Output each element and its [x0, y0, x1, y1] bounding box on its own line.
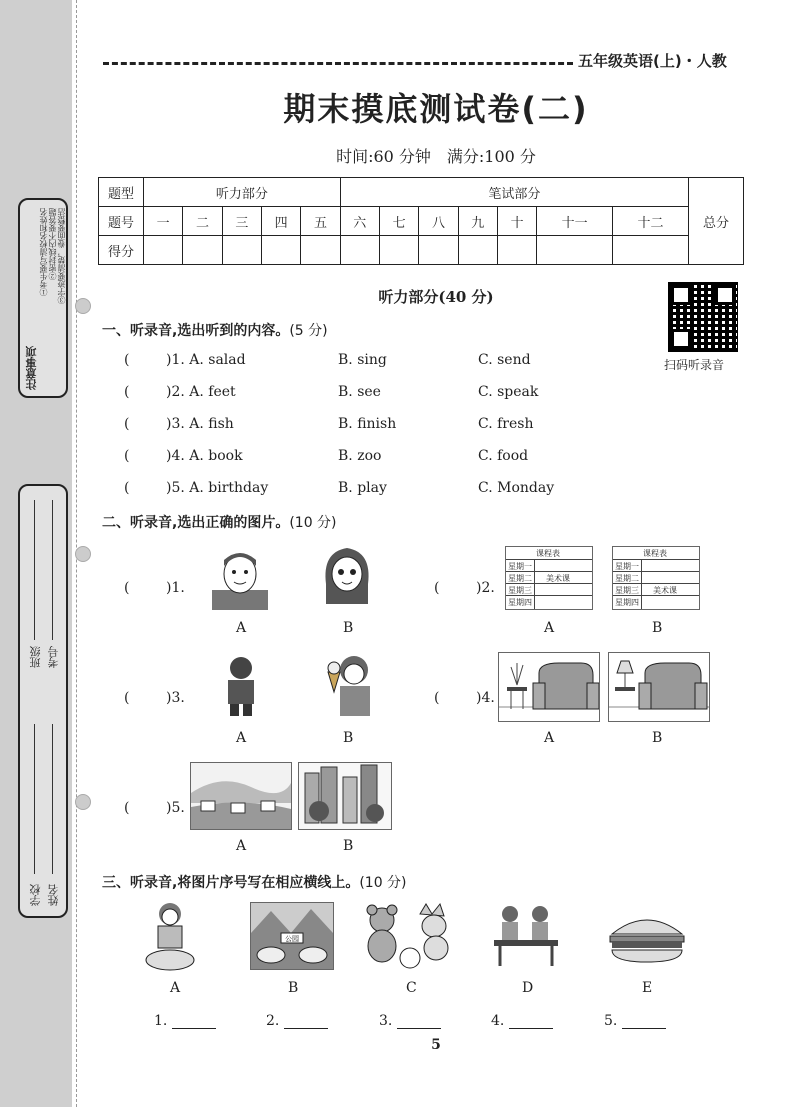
timetable-b: [612, 546, 700, 610]
timetable-day-2: 星期二: [508, 574, 532, 583]
score-cell-12[interactable]: [613, 236, 689, 265]
listening-label: 听力部分: [144, 178, 341, 207]
boy-picture: [208, 546, 272, 610]
answer-blank-5[interactable]: [622, 1014, 666, 1029]
part3-score: (10 分): [359, 875, 407, 891]
score-cell-8[interactable]: [419, 236, 458, 265]
answer-paren[interactable]: (: [124, 800, 130, 816]
timetable-day-1: 星期一: [508, 562, 532, 571]
item-option-a: )2. A. feet: [166, 384, 236, 400]
blank-number-2: 2.: [266, 1013, 280, 1029]
score-cell-1[interactable]: [144, 236, 183, 265]
item-option-c: C. speak: [478, 384, 539, 400]
option-a-label: A: [544, 730, 555, 746]
total-label: 总分: [689, 178, 744, 265]
option-a-label: A: [236, 730, 247, 746]
class-field-line[interactable]: [34, 500, 35, 640]
timetable-day-4: 星期四: [615, 598, 639, 607]
answer-paren[interactable]: (: [124, 416, 130, 432]
part3-title-text: 三、听录音,将图片序号写在相应横线上。: [102, 875, 360, 891]
q-num-7: 七: [379, 207, 418, 236]
score-cell-5[interactable]: [301, 236, 340, 265]
item-option-c: C. send: [478, 352, 531, 368]
score-cell-6[interactable]: [340, 236, 379, 265]
timetable-day-2: 星期二: [615, 574, 639, 583]
timetable-a: [505, 546, 593, 610]
option-b-label: B: [652, 730, 663, 746]
name-field-label: 姓名: [47, 884, 60, 906]
writing-label: 笔试部分: [340, 178, 688, 207]
timetable-header: 课程表: [643, 549, 667, 558]
item-option-a: )3. A. fish: [166, 416, 234, 432]
option-b-label: B: [343, 620, 354, 636]
score-cell-10[interactable]: [497, 236, 536, 265]
girl-picture: [318, 544, 376, 608]
part1-title-text: 一、听录音,选出听到的内容。: [102, 323, 290, 339]
time-info: 时间:60 分钟 满分:100 分: [336, 147, 536, 166]
q5-number: )5.: [166, 800, 185, 816]
page-title: 期末摸底测试卷(二): [283, 90, 589, 128]
item-option-a: )5. A. birthday: [166, 480, 269, 496]
toys-picture: [360, 902, 458, 970]
item-option-c: C. fresh: [478, 416, 534, 432]
item-option-a: )4. A. book: [166, 448, 243, 464]
city-picture: [298, 762, 392, 830]
score-cell-4[interactable]: [261, 236, 300, 265]
answer-paren[interactable]: (: [124, 448, 130, 464]
option-a-label: A: [544, 620, 555, 636]
exam-number-field-label: 考号: [47, 646, 60, 668]
option-b-label: B: [652, 620, 663, 636]
q-num-12: 十二: [613, 207, 689, 236]
part3-title: [102, 872, 407, 892]
score-cell-11[interactable]: [537, 236, 613, 265]
part1-title: [102, 320, 328, 340]
item-option-c: C. Monday: [478, 480, 555, 496]
score-cell-2[interactable]: [183, 236, 222, 265]
page-number: 5: [431, 1037, 441, 1053]
q3-number: )3.: [166, 690, 185, 706]
armchair-with-lamp-picture: [608, 652, 710, 722]
part3-label-c: C: [406, 980, 417, 996]
item-option-b: B. see: [338, 384, 381, 400]
qr-code-icon[interactable]: [668, 282, 738, 352]
q-num-3: 三: [222, 207, 261, 236]
armchair-with-plant-picture: [498, 652, 600, 722]
q4-number: )4.: [476, 690, 495, 706]
park-sign-text: 公园: [285, 935, 299, 943]
q-num-10: 十: [497, 207, 536, 236]
item-option-c: C. food: [478, 448, 529, 464]
answer-paren[interactable]: (: [124, 690, 130, 706]
option-b-label: B: [343, 838, 354, 854]
notice-line-3: ③字迹要清楚，卷面要整洁: [57, 208, 66, 304]
exam-number-field-line[interactable]: [52, 500, 53, 640]
q-num-1: 一: [144, 207, 183, 236]
q2-number: )2.: [476, 580, 495, 596]
q1-number: )1.: [166, 580, 185, 596]
item-option-b: B. sing: [338, 352, 387, 368]
item-option-b: B. zoo: [338, 448, 382, 464]
timetable-subject: 美术课: [653, 586, 677, 595]
item-option-a: )1. A. salad: [166, 352, 246, 368]
punch-hole-2: [75, 546, 91, 562]
answer-paren[interactable]: (: [124, 580, 130, 596]
timetable-day-3: 星期三: [615, 586, 639, 595]
q-num-5: 五: [301, 207, 340, 236]
timetable-subject: 美术课: [546, 574, 570, 583]
part1-score: (5 分): [289, 323, 328, 339]
qr-label: 扫码听录音: [664, 358, 725, 372]
answer-paren[interactable]: (: [434, 690, 440, 706]
timetable-day-1: 星期一: [615, 562, 639, 571]
part3-label-a: A: [170, 980, 181, 996]
answer-blank-1[interactable]: [172, 1014, 216, 1029]
grade-label: 五年级英语(上)・人教: [578, 52, 727, 70]
item-option-b: B. finish: [338, 416, 397, 432]
boy-eating-picture: [220, 654, 262, 718]
score-cell-7[interactable]: [379, 236, 418, 265]
notice-title: 注意事项: [25, 346, 38, 390]
school-field-label: 学校: [29, 884, 42, 906]
notice-line-2: ②密封线内不要答题: [48, 208, 57, 280]
hamburger-picture: [606, 910, 688, 966]
part3-label-b: B: [288, 980, 299, 996]
answer-paren[interactable]: (: [124, 352, 130, 368]
part2-title-text: 二、听录音,选出正确的图片。: [102, 515, 290, 531]
row-type-label: 题型: [99, 178, 144, 207]
blank-number-5: 5.: [604, 1013, 618, 1029]
answer-blank-4[interactable]: [509, 1014, 553, 1029]
punch-hole-3: [75, 794, 91, 810]
blank-number-4: 4.: [491, 1013, 505, 1029]
part3-label-d: D: [522, 980, 534, 996]
timetable-header: 课程表: [536, 549, 560, 558]
answer-paren[interactable]: (: [124, 480, 130, 496]
part2-score: (10 分): [289, 515, 337, 531]
q-num-9: 九: [458, 207, 497, 236]
answer-blank-2[interactable]: [284, 1014, 328, 1029]
countryside-picture: [190, 762, 292, 830]
girl-sitting-picture: [140, 900, 200, 972]
children-reading-picture: [492, 902, 560, 968]
answer-paren[interactable]: (: [124, 384, 130, 400]
q-num-8: 八: [419, 207, 458, 236]
student-info-box: [18, 484, 68, 918]
name-field-line[interactable]: [52, 724, 53, 874]
timetable-day-4: 星期四: [508, 598, 532, 607]
part3-label-e: E: [642, 980, 653, 996]
q-num-4: 四: [261, 207, 300, 236]
part2-title: [102, 512, 337, 532]
blank-number-3: 3.: [379, 1013, 393, 1029]
school-field-line[interactable]: [34, 724, 35, 874]
score-table: [98, 177, 744, 265]
class-field-label: 班级: [29, 646, 42, 668]
option-b-label: B: [343, 730, 354, 746]
park-picture: [250, 902, 334, 970]
row-number-label: 题号: [99, 207, 144, 236]
option-a-label: A: [236, 838, 247, 854]
header-dashed-rule: [103, 62, 573, 65]
q-num-6: 六: [340, 207, 379, 236]
option-a-label: A: [236, 620, 247, 636]
q-num-11: 十一: [537, 207, 613, 236]
blank-number-1: 1.: [154, 1013, 168, 1029]
timetable-day-3: 星期三: [508, 586, 532, 595]
score-cell-9[interactable]: [458, 236, 497, 265]
answer-paren[interactable]: (: [434, 580, 440, 596]
q-num-2: 二: [183, 207, 222, 236]
answer-blank-3[interactable]: [397, 1014, 441, 1029]
notice-line-1: ①考生要写清校名和姓名: [39, 208, 48, 296]
item-option-b: B. play: [338, 480, 387, 496]
listening-section-heading: 听力部分(40 分): [378, 288, 494, 306]
row-score-label: 得分: [99, 236, 144, 265]
score-cell-3[interactable]: [222, 236, 261, 265]
boy-ice-cream-picture: [320, 652, 378, 718]
